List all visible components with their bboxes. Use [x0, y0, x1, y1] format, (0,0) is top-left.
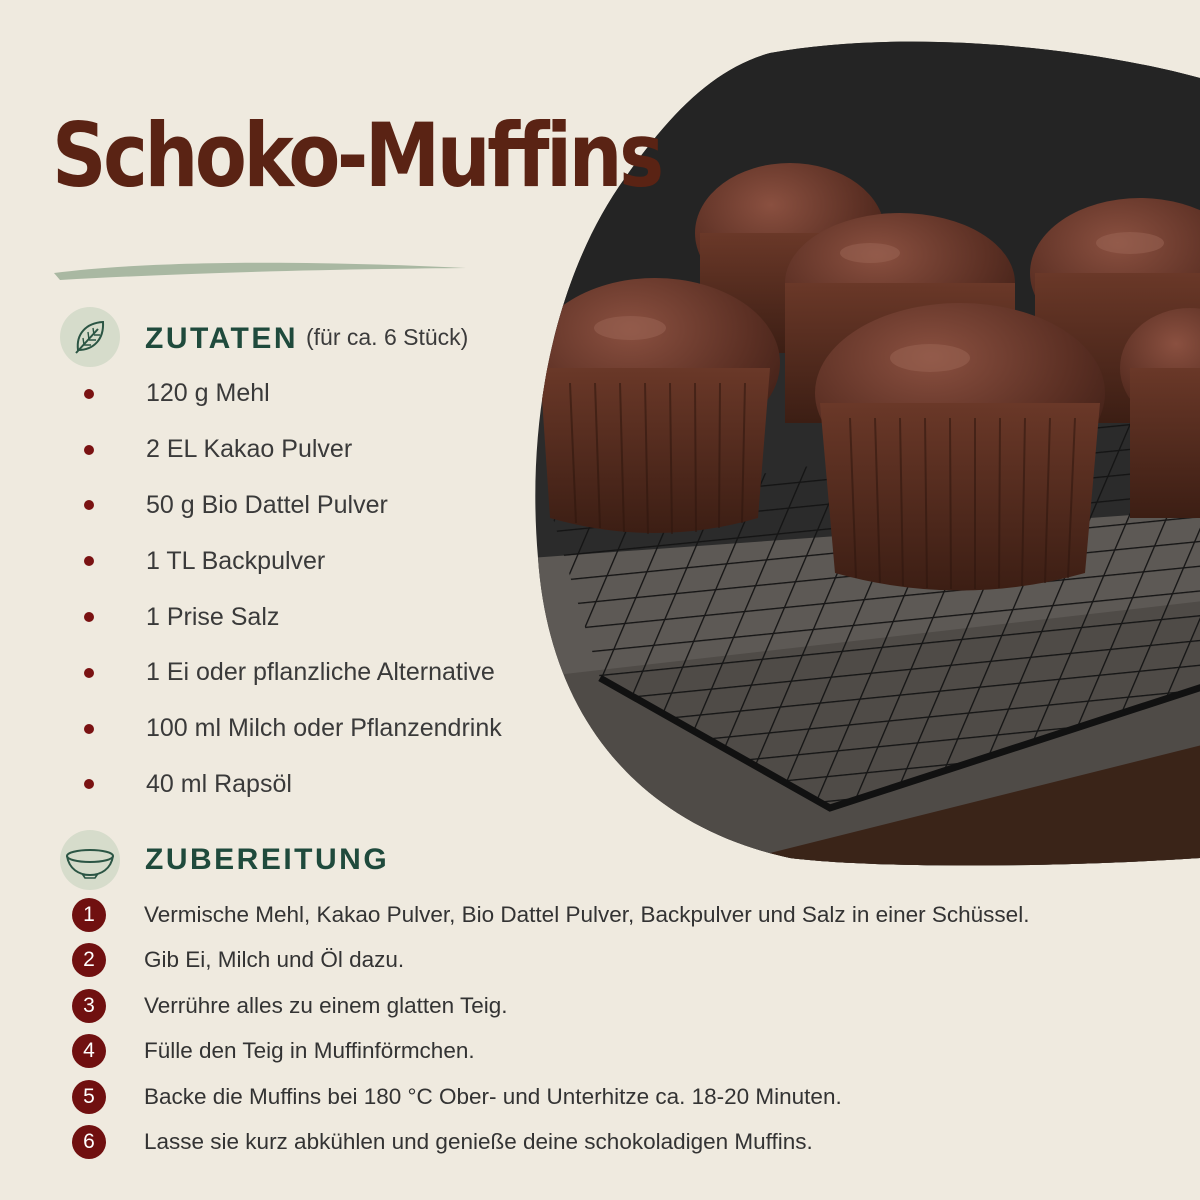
bullet-dot [84, 389, 94, 399]
ingredients-yield-note: (für ca. 6 Stück) [306, 324, 469, 350]
bullet-dot [84, 668, 94, 678]
step-text: Lasse sie kurz abkühlen und genieße deine schokoladigen Muffins. [144, 1129, 813, 1155]
list-item [80, 422, 502, 478]
preparation-steps [72, 892, 1029, 1165]
bullet-dot [84, 779, 94, 789]
bullet-dot [84, 556, 94, 566]
list-item [72, 938, 1029, 984]
list-item [72, 892, 1029, 938]
leaf-icon [60, 307, 120, 367]
ingredient-text: 1 Ei oder pflanzliche Alternative [146, 658, 495, 687]
ingredients-list [80, 366, 502, 812]
step-number-badge: 2 [72, 943, 106, 977]
list-item [80, 757, 502, 813]
list-item [72, 1074, 1029, 1120]
bullet-dot [84, 612, 94, 622]
bullet-dot [84, 500, 94, 510]
bullet-dot [84, 724, 94, 734]
ingredient-text: 50 g Bio Dattel Pulver [146, 490, 388, 519]
step-text: Vermische Mehl, Kakao Pulver, Bio Dattel Pulver, Backpulver und Salz in einer Schüssel. [144, 901, 1030, 927]
step-text: Gib Ei, Milch und Öl dazu. [144, 947, 405, 973]
ingredient-text: 2 EL Kakao Pulver [146, 435, 353, 464]
step-number-badge: 3 [72, 989, 106, 1023]
bullet-dot [84, 445, 94, 455]
list-item [80, 589, 502, 645]
page-title: Schoko-Muffins [52, 104, 661, 207]
list-item [80, 645, 502, 701]
step-text: Backe die Muffins bei 180 °C Ober- und Unterhitze ca. 18-20 Minuten. [144, 1083, 842, 1109]
list-item [80, 478, 502, 534]
ingredient-text: 100 ml Milch oder Pflanzendrink [146, 714, 502, 743]
ingredient-text: 40 ml Rapsöl [146, 769, 292, 798]
step-number-badge: 5 [72, 1080, 106, 1114]
step-text: Fülle den Teig in Muffinförmchen. [144, 1038, 475, 1064]
ingredient-text: 1 Prise Salz [146, 602, 280, 631]
step-number-badge: 6 [72, 1125, 106, 1159]
list-item [72, 1029, 1029, 1075]
step-text: Verrühre alles zu einem glatten Teig. [144, 992, 508, 1018]
step-number-badge: 1 [72, 898, 106, 932]
list-item [72, 1120, 1029, 1166]
list-item [80, 701, 502, 757]
list-item [72, 983, 1029, 1029]
ingredients-heading: ZUTATEN [145, 322, 299, 355]
brush-stroke-divider [50, 256, 470, 282]
ingredient-text: 120 g Mehl [146, 379, 270, 408]
ingredient-text: 1 TL Backpulver [146, 546, 326, 575]
list-item [80, 366, 502, 422]
preparation-icon-badge [60, 830, 120, 890]
ingredients-icon-badge [60, 307, 120, 367]
preparation-heading: ZUBEREITUNG [145, 843, 390, 876]
bowl-icon [60, 830, 120, 890]
list-item [80, 533, 502, 589]
step-number-badge: 4 [72, 1034, 106, 1068]
